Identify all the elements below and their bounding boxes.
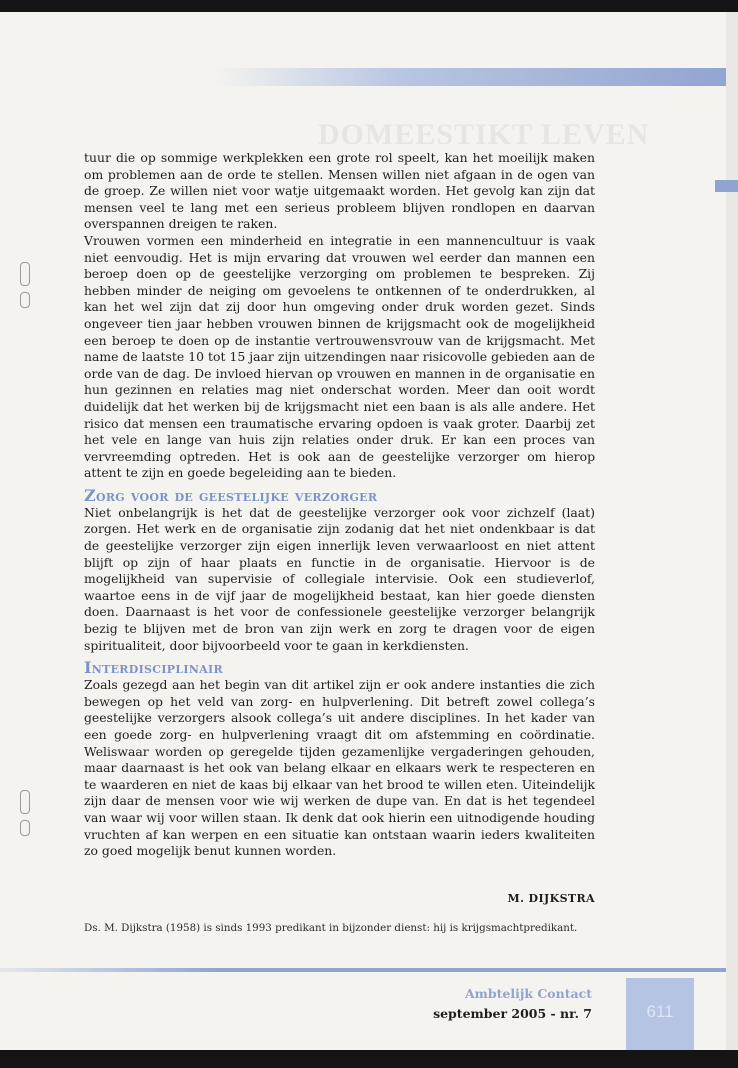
footer-rule: [0, 968, 726, 972]
paragraph: Niet onbelangrijk is het dat de geestelijke verzorger ook voor zichzelf (laat) zorgen. Het werk en de organisatie zijn zodanig dat het niet ondenkbaar is dat de geestelijke verzorger zijn eigen innerlijk leven verwaarloost en niet attent blijft op zijn of haar plaats en functie in de organisatie. Hiervoor is de mogelijkheid van supervisie of collegiale intervisie. Ook een studieverlof, waartoe eens in de vijf jaar de mogelijkheid bestaat, kan hier goede diensten doen. Daarnaast is het voor de confessionele geestelijke verzorger belangrijk bezig te blijven met de bron van zijn werk en zorg te dragen voor de eigen spiritualiteit, door bijvoorbeeld voor te gaan in kerkdiensten.: [84, 504, 595, 653]
binder-clip-icon: [20, 820, 30, 836]
author-signature: M. DIJKSTRA: [507, 892, 595, 905]
paragraph: Zoals gezegd aan het begin van dit artikel zijn er ook andere instanties die zich bewegen op het veld van zorg- en hulpverlening. Dit betreft zowel collega’s geestelijke verzorgers alsook collega’s uit andere disciplines. In het kader van een goede zorg- en hulpverlening vraagt dit om afstemming en coördinatie. Weliswaar worden op geregelde tijden gezamenlijke vergaderingen gehouden, maar daarnaast is het ook van belang elkaar en elkaars werk te respecteren en te waarderen en niet de kaas bij elkaar van het brood te willen eten. Uiteindelijk zijn daar de mensen voor wie wij werken de dupe van. En dat is het tegendeel van waar wij voor willen staan. Ik denk dat ook hierin een uitnodigende houding vruchten af kan werpen en een situatie kan ontstaan waarin ieders kwaliteiten zo goed mogelijk benut kunnen worden.: [84, 677, 595, 859]
issue-info: september 2005 - nr. 7: [433, 1006, 592, 1021]
section-heading: Interdisciplinair: [84, 658, 223, 678]
binder-clip-icon: [20, 262, 30, 286]
binder-clip-icon: [20, 790, 30, 814]
page-number: 611: [646, 1002, 674, 1021]
margin-tab-marker: [715, 180, 738, 192]
header-color-band: [215, 68, 738, 86]
page-edge: [726, 12, 738, 1057]
paragraph: tuur die op sommige werkplekken een grote rol speelt, kan het moeilijk maken om problemen aan de orde te stellen. Mensen willen niet afgaan in de ogen van de groep. Ze willen niet voor watje uitgemaakt worden. Het gevolg kan zijn dat mensen veel te lang met een serieus probleem blijven rondlopen en daarvan overspannen dreigen te raken.: [84, 150, 595, 232]
bleed-through-title: DOMEESTIKT LEVEN: [318, 118, 650, 151]
paragraph: Vrouwen vormen een minderheid en integratie in een mannencultuur is vaak niet eenvoudig. Het is mijn ervaring dat vrouwen wel eerder dan mannen een beroep doen op de geestelijke verzorging om problemen te bespreken. Zij hebben minder de neiging om gevoelens te ontkennen of te onderdrukken, al kan het wel zijn dat zij door hun omgeving onder druk worden gezet. Sinds ongeveer tien jaar hebben vrouwen binnen de krijgsmacht ook de mogelijkheid een beroep te doen op de instantie vertrouwensvrouw van de krijgsmacht. Met name de laatste 10 tot 15 jaar zijn uitzendingen naar risicovolle gebieden aan de orde van de dag. De invloed hiervan op vrouwen en mannen in de organisatie en hun gezinnen en relaties mag niet onderschat worden. Meer dan ooit wordt duidelijk dat het werken bij de krijgsmacht niet een baan is als alle andere. Het risico dat mensen een traumatische ervaring opdoen is vaak groter. Daarbij zet het vele en lange van huis zijn relaties onder druk. Er kan een proces van vervreemding optreden. Het is ook aan de geestelijke verzorger om hierop attent te zijn en goede begeleiding aan te bieden.: [84, 232, 595, 481]
article-body: [84, 150, 595, 860]
section-heading: Zorg voor de geestelijke verzorger: [84, 485, 378, 505]
magazine-name: Ambtelijk Contact: [464, 986, 592, 1001]
scan-top-border: [0, 0, 738, 12]
binder-clip-icon: [20, 292, 30, 308]
author-bio: Ds. M. Dijkstra (1958) is sinds 1993 predikant in bijzonder dienst: hij is krijgsmachtpredikant.: [84, 922, 578, 934]
scan-bottom-border: [0, 1050, 738, 1068]
